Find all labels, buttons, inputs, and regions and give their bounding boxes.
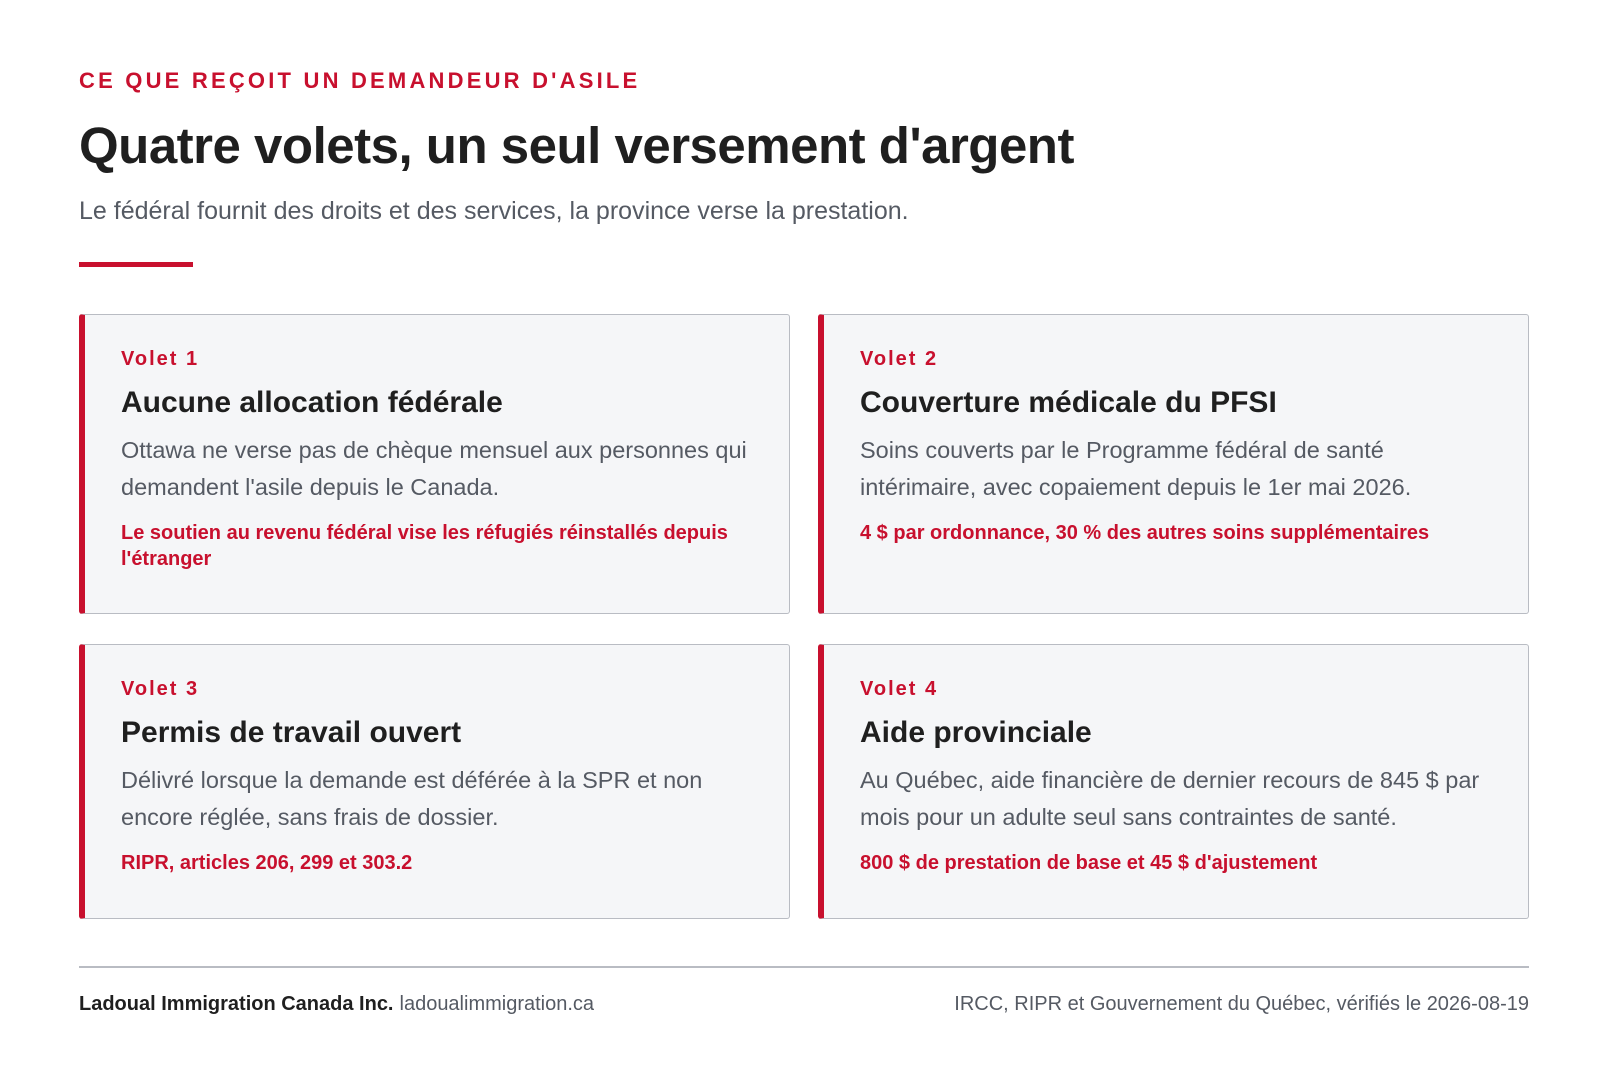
card-body: Délivré lorsque la demande est déférée à la SPR et non encore réglée, sans frais de dossier. bbox=[121, 767, 703, 830]
card-volet-label: Volet 2 bbox=[860, 348, 939, 370]
card-note: 800 $ de prestation de base et 45 $ d'ajustement bbox=[860, 852, 1318, 874]
card-note: 4 $ par ordonnance, 30 % des autres soins supplémentaires bbox=[860, 522, 1430, 544]
card-body: Ottawa ne verse pas de chèque mensuel aux personnes qui demandent l'asile depuis le Canada. bbox=[121, 437, 747, 500]
footer-credit bbox=[79, 993, 594, 1016]
card-note: Le soutien au revenu fédéral vise les réfugiés réinstallés depuis l'étranger bbox=[121, 522, 728, 570]
card-volet-3 bbox=[79, 644, 790, 919]
card-body: Au Québec, aide financière de dernier recours de 845 $ par mois pour un adulte seul sans contraintes de santé. bbox=[860, 767, 1480, 830]
card-title: Permis de travail ouvert bbox=[121, 716, 462, 749]
card-title: Aucune allocation fédérale bbox=[121, 386, 503, 419]
page-subtitle: Le fédéral fournit des droits et des services, la province verse la prestation. bbox=[79, 197, 909, 225]
card-title: Aide provinciale bbox=[860, 716, 1092, 749]
footer-sources: IRCC, RIPR et Gouvernement du Québec, vérifiés le 2026-08-19 bbox=[954, 993, 1529, 1015]
page-title: Quatre volets, un seul versement d'argent bbox=[79, 117, 1074, 174]
accent-divider bbox=[79, 262, 193, 267]
card-volet-label: Volet 3 bbox=[121, 678, 200, 700]
footer bbox=[79, 993, 1529, 1016]
card-volet-label: Volet 4 bbox=[860, 678, 939, 700]
company-name: Ladoual Immigration Canada Inc. bbox=[79, 993, 394, 1015]
card-volet-1 bbox=[79, 314, 790, 614]
website-link[interactable]: ladoualimmigration.ca bbox=[399, 993, 595, 1015]
card-body: Soins couverts par le Programme fédéral de santé intérimaire, avec copaiement depuis le 1er mai 2026. bbox=[860, 437, 1412, 500]
eyebrow-label: CE QUE REÇOIT UN DEMANDEUR D'ASILE bbox=[79, 68, 641, 93]
card-volet-2 bbox=[818, 314, 1529, 614]
card-volet-label: Volet 1 bbox=[121, 348, 200, 370]
card-note: RIPR, articles 206, 299 et 303.2 bbox=[121, 852, 413, 874]
volets-grid bbox=[79, 314, 1529, 919]
card-volet-4 bbox=[818, 644, 1529, 919]
infographic-page bbox=[79, 0, 1529, 1086]
card-title: Couverture médicale du PFSI bbox=[860, 386, 1277, 419]
footer-divider bbox=[79, 966, 1529, 968]
